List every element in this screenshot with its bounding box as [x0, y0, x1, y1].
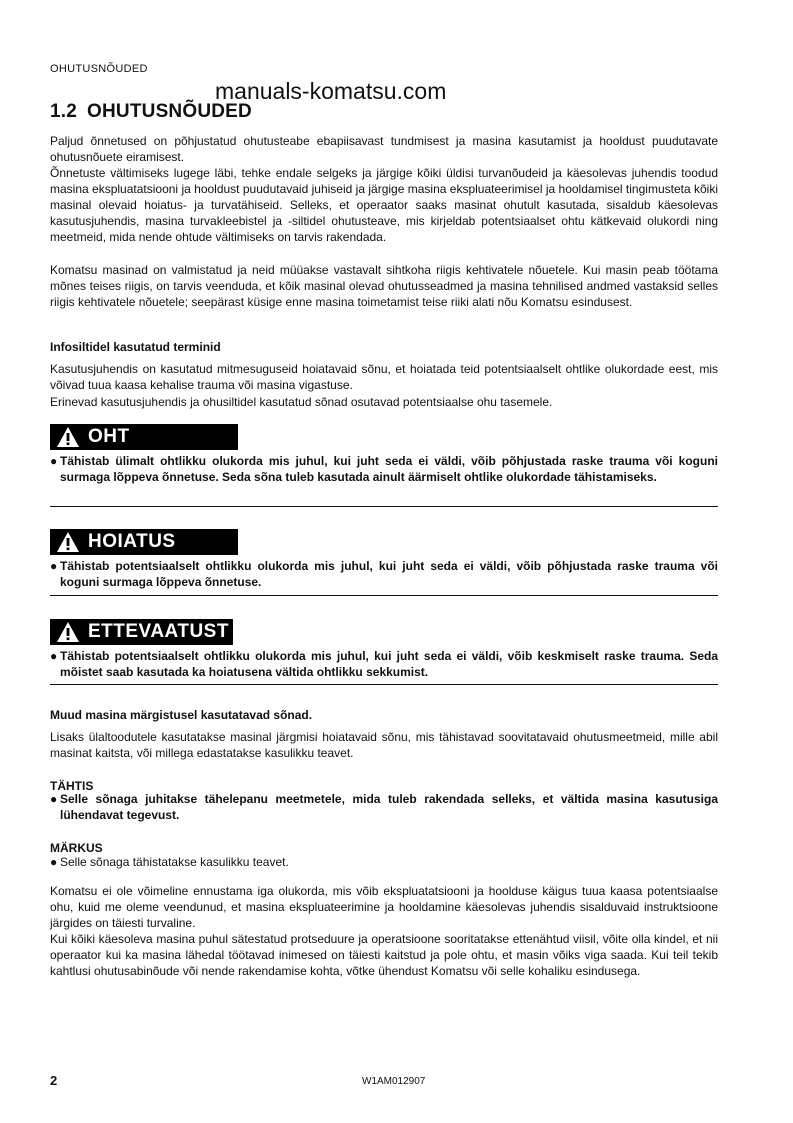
other-words-paragraph: Lisaks ülaltoodutele kasutatakse masinal järgmisi hoiatavaid sõnu, mis tähistavad soovitatavaid ohutusmeetmeid, mille abil masinat kaitsta, või millega edastatakse kasulikku teavet. — [50, 730, 718, 760]
caution-text: Tähistab potentsiaalselt ohtlikku olukorda mis juhul, kui juht seda ei väldi, võib keskmiselt raske trauma. Seda mõistet saab kasutada ka hoiatusena vältida ohtlikku sekkumist. — [60, 649, 718, 679]
intro-paragraph-3: Komatsu masinad on valmistatud ja neid müüakse vastavalt sihtkoha riigis kehtivatele nõuetele. Kui masin peab töötama mõnes teises riigis, on tarvis veenduda, et kõik masinal olevad ohutusseadmed ja masina tehnilised andmed vastaksid selles riigis kehtivatele nõuetele; seepärast küsige enne masina toimetamist teise riiki alati nõu Komatsu esindusest. — [50, 263, 718, 309]
warning-triangle-icon — [56, 531, 80, 553]
danger-description — [50, 453, 718, 485]
page-number: 2 — [50, 1073, 58, 1088]
divider — [50, 684, 718, 685]
bullet-icon: ● — [50, 855, 58, 869]
bullet-icon: ● — [50, 454, 58, 468]
warning-label: HOIATUS — [88, 531, 176, 552]
warning-triangle-icon — [56, 426, 80, 448]
terms-paragraph-1: Kasutusjuhendis on kasutatud mitmesuguseid hoiatavaid sõnu, et hoiatada teid potentsiaalselt ohtlike olukordade eest, mis võivad tuua kaasa kehalise trauma või masina vigastuse. — [50, 362, 718, 392]
danger-banner — [50, 424, 238, 450]
remark-title: MÄRKUS — [50, 841, 103, 855]
watermark-text: manuals-komatsu.com — [215, 78, 447, 104]
intro-paragraph-1: Paljud õnnetused on põhjustatud ohutusteabe ebapiisavast tundmisest ja masina kasutamist ja hooldust puudutavate ohutusnõuete eiramisest. — [50, 134, 718, 164]
remark-description — [50, 854, 718, 870]
warning-banner — [50, 529, 238, 555]
section-number: 1.2 — [50, 101, 78, 122]
warning-triangle-icon — [56, 621, 80, 643]
warning-description — [50, 558, 718, 590]
closing-paragraph-2: Kui kõiki käesoleva masina puhul sätestatud protseduure ja operatsioone sooritatakse ettenähtud viisil, võite olla kindel, et nii operaator kui ka masina lähedal töötavad inimesed on täiesti kaitstud ja pole ohtu, et masin võiks viga saada. Kui teil tekib kahtlusi ohutusabinõude või nende rakendamise kohta, võtke ühendust Komatsu või selle kohaliku esindusega. — [50, 932, 718, 978]
document-code: W1AM012907 — [362, 1076, 426, 1087]
running-header: OHUTUSNÕUDED — [50, 63, 148, 75]
closing-paragraph-1: Komatsu ei ole võimeline ennustama iga olukorda, mis võib ekspluatatsiooni ja hoolduse käigus tuua kaasa potentsiaalse ohu, kuid me oleme veendunud, et masina ekspluateerimine ja hooldamine käesolevas juhendis sisalduvaid instruktsioone järgides on täiesti turvaline. — [50, 884, 718, 930]
remark-text: Selle sõnaga tähistatakse kasulikku teavet. — [60, 855, 289, 869]
bullet-icon: ● — [50, 649, 58, 663]
other-words-heading: Muud masina märgistusel kasutatavad sõnad. — [50, 708, 313, 722]
bullet-icon: ● — [50, 559, 58, 573]
section-title-text: OHUTUSNÕUDED — [87, 101, 252, 122]
danger-label: OHT — [88, 426, 130, 447]
divider — [50, 595, 718, 596]
divider — [50, 506, 718, 507]
caution-description — [50, 648, 718, 680]
warning-text: Tähistab potentsiaalselt ohtlikku olukorda mis juhul, kui juht seda ei väldi, võib põhjustada raske trauma või koguni surmaga lõppeva õnnetuse. — [60, 559, 718, 589]
notice-title: TÄHTIS — [50, 779, 94, 793]
notice-text: Selle sõnaga juhitakse tähelepanu meetmetele, mida tuleb rakendada selleks, et vältida masina kasutusiga lühendavat tegevust. — [60, 792, 718, 822]
intro-paragraph-2: Õnnetuste vältimiseks lugege läbi, tehke endale selgeks ja järgige kõiki üldisi turvanõudeid ja käesolevas juhendis toodud masina ekspluatatsiooni ja hooldust puudutavaid juhiseid ja järgige masina ekspluateerimisel ja hooldamisel tingimusteta kõiki masinal olevaid hoiatus- ja turvatähiseid. Selleks, et operaator saaks masinat ohutult kasutada, sisaldub käesolevas kasutusjuhendis, masina turvakleebistel ja -siltidel ohutusteave, mis kirjeldab potentsiaalset ohtu kätkevaid olukordi ning meetmeid, mida nende ohtude vältimiseks on tarvis rakendada. — [50, 166, 718, 244]
section-title — [50, 101, 252, 123]
caution-label: ETTEVAATUST — [88, 621, 229, 642]
bullet-icon: ● — [50, 792, 58, 806]
notice-description — [50, 791, 718, 823]
caution-banner — [50, 619, 233, 645]
danger-text: Tähistab ülimalt ohtlikku olukorda mis juhul, kui juht seda ei väldi, võib põhjustada raske trauma või koguni surmaga lõppeva õnnetuse. Seda sõna tuleb kasutada ainult äärmiselt ohtlike olukordade tähistamiseks. — [60, 454, 718, 484]
terms-heading: Infosiltidel kasutatud terminid — [50, 340, 221, 354]
terms-paragraph-2: Erinevad kasutusjuhendis ja ohusiltidel kasutatud sõnad osutavad potentsiaalse ohu tasemele. — [50, 395, 553, 409]
